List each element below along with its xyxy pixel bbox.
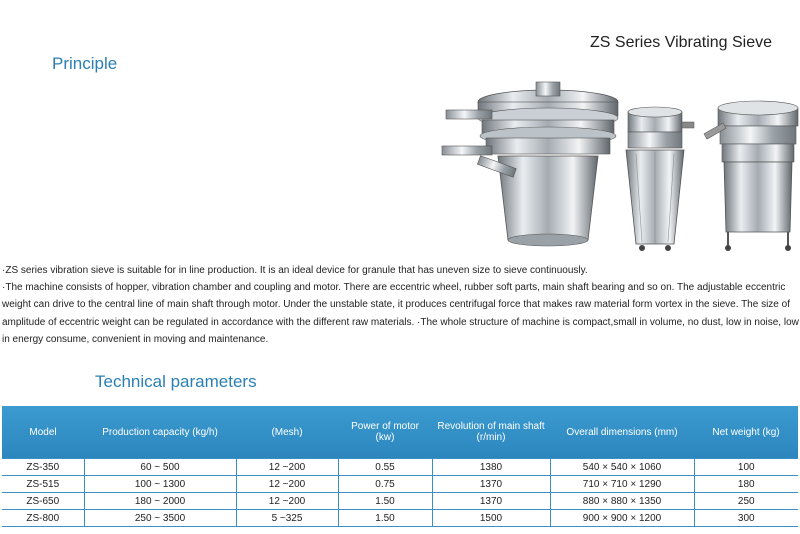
table-cell: 0.75	[338, 476, 432, 493]
principle-heading: Principle	[52, 54, 118, 73]
table-cell: ZS-350	[2, 459, 84, 476]
table-cell: ZS-800	[2, 510, 84, 527]
sieve-machine-1-image	[442, 82, 618, 246]
table-cell: ZS-515	[2, 476, 84, 493]
table-cell: 300	[694, 510, 798, 527]
table-row	[2, 459, 798, 476]
table-cell: 1380	[432, 459, 550, 476]
technical-parameters-table	[2, 406, 798, 527]
table-cell: 5 ~325	[236, 510, 338, 527]
technical-parameters-heading: Technical parameters	[95, 372, 257, 391]
description-text	[2, 262, 800, 348]
table-cell: 1370	[432, 476, 550, 493]
table-cell: 1370	[432, 493, 550, 510]
table-cell: 60 ~ 500	[84, 459, 236, 476]
table-cell: 180	[694, 476, 798, 493]
table-cell: 180 ~ 2000	[84, 493, 236, 510]
sieve-machine-3-image	[704, 101, 798, 251]
table-cell: 710 × 710 × 1290	[550, 476, 694, 493]
table-row	[2, 493, 798, 510]
table-row	[2, 510, 798, 527]
table-header-cell: Production capacity (kg/h)	[102, 426, 218, 438]
description-paragraph-2: ·The machine consists of hopper, vibration chamber and coupling and motor. There are eccentric wheel, rubber soft parts, main shaft bearing and so on. The adjustable eccentric weight can drive to the central line of main shaft through motor. Under the unstable state, it produces centrifugal force that makes raw material form vortex in the sieve. The size of amplitude of eccentric weight can be regulated in accordance with the different raw materials. ·The whole structure of machine is compact,small in volume, no dust, low in noise, low in energy consume, convenient in moving and maintenance.	[2, 282, 799, 345]
table-cell: 250 ~ 3500	[84, 510, 236, 527]
table-cell: 540 × 540 × 1060	[550, 459, 694, 476]
table-cell: 900 × 900 × 1200	[550, 510, 694, 527]
description-paragraph-1: ·ZS series vibration sieve is suitable for in line production. It is an ideal device for granule that has uneven size to sieve continuously.	[2, 265, 588, 276]
table-cell: 1.50	[338, 493, 432, 510]
table-cell: 12 ~200	[236, 493, 338, 510]
table-cell: 1500	[432, 510, 550, 527]
table-header-cell: (Mesh)	[271, 426, 303, 438]
table-header-cell: Overall dimensions (mm)	[566, 426, 678, 438]
product-title: ZS Series Vibrating Sieve	[590, 34, 773, 51]
table-cell: 0.55	[338, 459, 432, 476]
sieve-machine-2-image	[626, 107, 694, 251]
table-header-cell: Revolution of main shaft (r/min)	[437, 421, 545, 443]
table-cell: 250	[694, 493, 798, 510]
table-cell: 100	[694, 459, 798, 476]
table-header-cell: Model	[29, 426, 57, 438]
table-header-cell: Net weight (kg)	[712, 426, 780, 438]
table-row	[2, 476, 798, 493]
table-cell: 12 ~200	[236, 476, 338, 493]
table-cell: 100 ~ 1300	[84, 476, 236, 493]
table-cell: 12 ~200	[236, 459, 338, 476]
table-cell: 1.50	[338, 510, 432, 527]
table-header-row	[2, 406, 798, 459]
table-cell: ZS-650	[2, 493, 84, 510]
table-header-cell: Power of motor (kw)	[351, 421, 419, 443]
table-cell: 880 × 880 × 1350	[550, 493, 694, 510]
vibrating-sieve-photos	[428, 62, 800, 258]
